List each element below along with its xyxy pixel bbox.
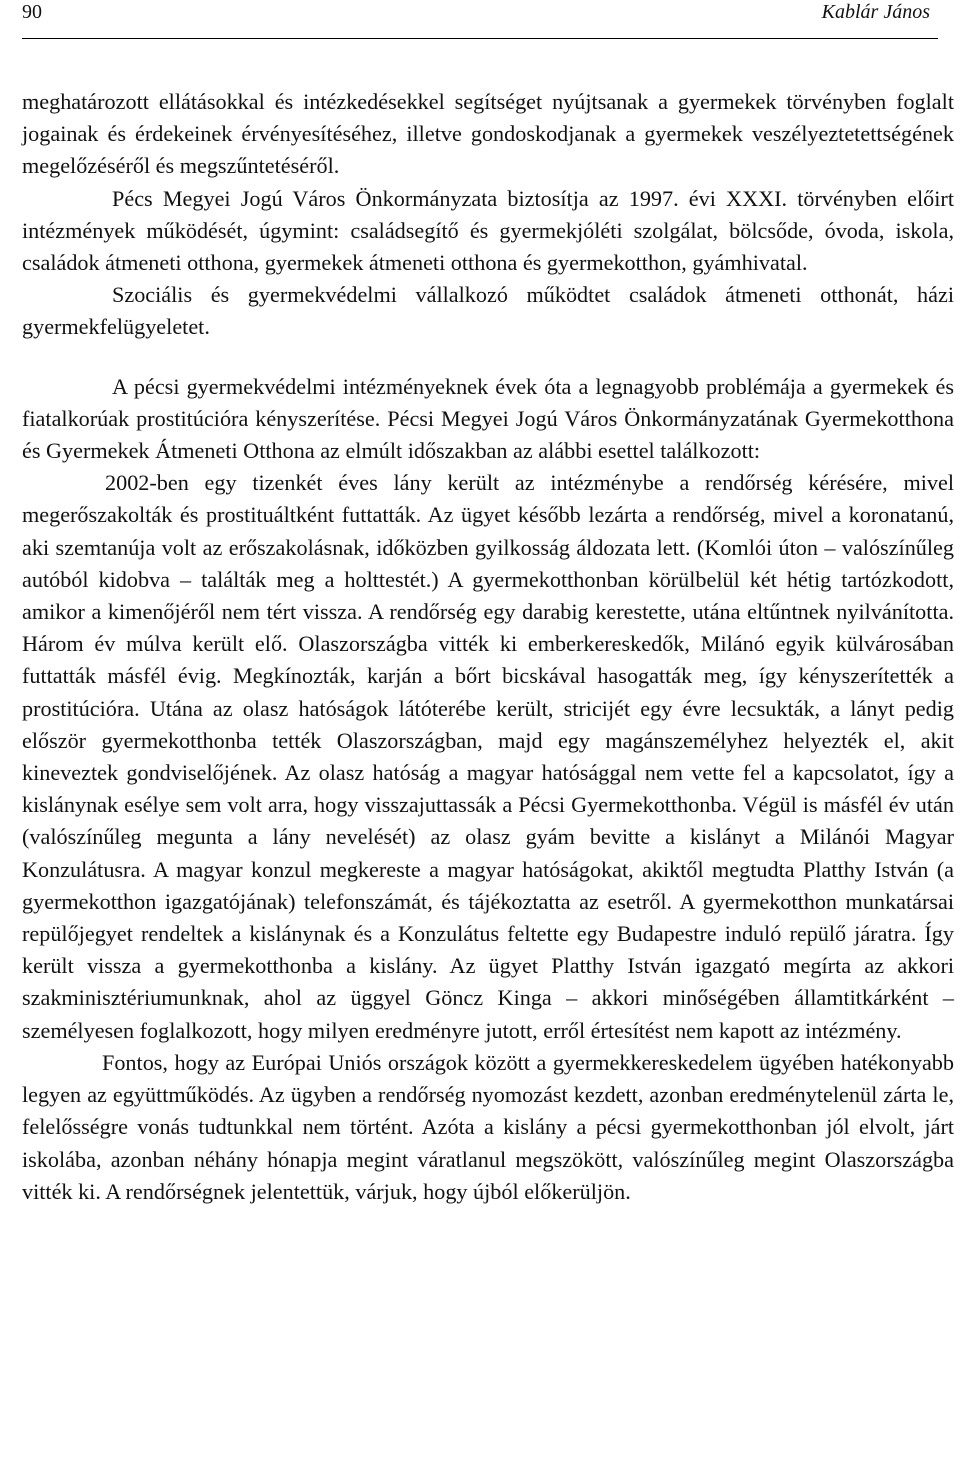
- page-number: 90: [22, 1, 42, 23]
- body-text: [22, 86, 954, 1208]
- page-header: [22, 0, 938, 39]
- paragraph-intro: meghatározott ellátásokkal és intézkedésekkel segítséget nyújtsanak a gyermekek törvényben foglalt jogainak és érdekeinek érvényesítéséhez, illetve gondoskodjanak a gyermekek veszélyeztetettségének megelőzéséről és megszűntetéséről.: [22, 89, 954, 179]
- running-head-author: Kablár János: [821, 1, 930, 23]
- paragraph-municipality: Pécs Megyei Jogú Város Önkormányzata biztosítja az 1997. évi XXXI. törvényben előirt intézmények működését, úgymint: családsegítő és gyermekjóléti szolgálat, bölcsőde, óvoda, iskola, családok átmeneti otthona, gyermekek átmeneti otthona és gyermekotthon, gyámhivatal.: [22, 185, 954, 276]
- paragraph-private-provider: Szociális és gyermekvédelmi vállalkozó működtet családok átmeneti otthonát, házi gyermekfelügyeletet.: [22, 282, 954, 340]
- paragraph-conclusion: Fontos, hogy az Európai Uniós országok között a gyermekkereskedelem ügyében hatékonyabb legyen az együttműködés. Az ügyben a rendőrség nyomozást kezdett, azonban eredménytelenül zárta le, felelősségre vonás tudtunkkal nem történt. Azóta a kislány a pécsi gyermekotthonban jól elvolt, járt iskolába, azonban néhány hónapja megint váratlanul megszökött, valószínűleg megint Olaszországba vitték ki. A rendőrségnek jelentettük, várjuk, hogy újból előkerüljön.: [22, 1049, 954, 1204]
- paragraph-problem: A pécsi gyermekvédelmi intézményeknek évek óta a legnagyobb problémája a gyermekek és fiatalkorúak prostitúcióra kényszerítése. Pécsi Megyei Jogú Város Önkormányzatának Gyermekotthona és Gyermekek Átmeneti Otthona az elmúlt időszakban az alábbi esettel találkozott:: [22, 373, 954, 464]
- paragraph-case: 2002-ben egy tizenkét éves lány került az intézménybe a rendőrség kérésére, mivel megerőszakolták és prostituáltként futtatták. Az ügyet később lezárta a rendőrség, mivel a koronatanú, aki szemtanúja volt az erőszakolásnak, időközben gyilkosság áldozata lett. (Komlói úton – valószínűleg autóból kidobva – találták meg a holttestét.) A gyermekotthonban körülbelül két hétig tartózkodott, amikor a kimenőjéről nem tért vissza. A rendőrség egy darabig kerestette, utána eltűntnek nyilvánította. Három év múlva került elő. Olaszországba vitték ki emberkereskedők, Milánó egyik külvárosában futtatták másfél évig. Megkínozták, karján a bőrt bicskával hasogatták meg, így kényszerítették a prostitúcióra. Utána az olasz hatóságok látóterébe került, stricijét egy évre lecsukták, a lányt pedig először gyermekotthonba tették Olaszországban, majd egy magánszemélyhez helyezték el, akit kineveztek gondviselőjének. Az olasz hatóság a magyar hatósággal nem vette fel a kapcsolatot, így a kislánynak esélye sem volt arra, hogy visszajuttassák a Pécsi Gyermekotthonba. Végül is másfél év után (valószínűleg megunta a lány nevelését) az olasz gyám bevitte a kislányt a Milánói Magyar Konzulátusra. A magyar konzul megkereste a magyar hatóságokat, akiktől megtudta Platthy István (a gyermekotthon igazgatójának) telefonszámát, és tájékoztatta az esetről. A gyermekotthon munkatársai repülőjegyet rendeltek a kislánynak és a Konzulátus feltette egy Budapestre induló repülő járatra. Így került vissza a gyermekotthonba a kislány. Az ügyet Platthy István igazgató megírta az akkori szakminisztériumunknak, ahol az üggyel Göncz Kinga – akkori minőségében államtitkárként – személyesen foglalkozott, hogy milyen eredményre jutott, erről értesítést nem kapott az intézmény.: [22, 470, 954, 1043]
